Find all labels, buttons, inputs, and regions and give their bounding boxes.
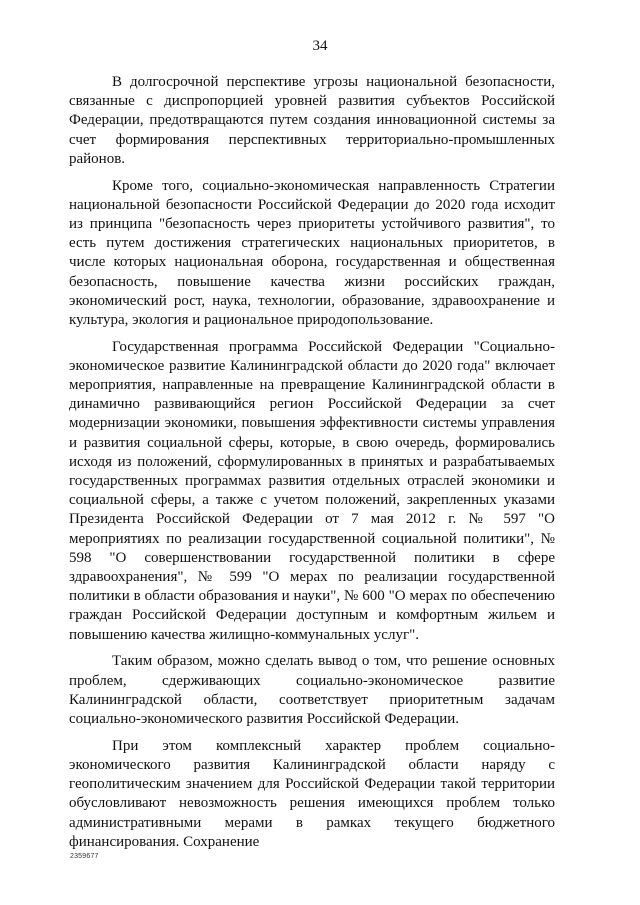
body-text [69, 73, 555, 859]
document-id: 2359677 [70, 853, 99, 860]
page-number: 34 [312, 38, 328, 54]
paragraph-5: При этом комплексный характер проблем социально-экономического развития Калининградской области наряду с геополитическим значением для Российской Федерации такой территории обусловливают невозможность решения имеющихся проблем только административными мерами в рамках текущего бюджетного финансирования. Сохранение [69, 737, 555, 850]
paragraph-2: Кроме того, социально-экономическая направленность Стратегии национальной безопасности Российской Федерации до 2020 года исходит из принципа "безопасность через приоритеты устойчивого развития", то есть путем достижения стратегических национальных приоритетов, в числе которых национальная оборона, государственная и общественная безопасность, повышение качества жизни российских граждан, экономический рост, наука, технологии, образование, здравоохранение и культура, экология и рациональное природопользование. [69, 177, 555, 328]
paragraph-3: Государственная программа Российской Федерации "Социально-экономическое развитие Калининградской области до 2020 года" включает мероприятия, направленные на превращение Калининградской области в динамично развивающийся регион Российской Федерации за счет модернизации экономики, повышения эффективности системы управления и развития социальной сферы, которые, в свою очередь, формировались исходя из положений, сформулированных в принятых и разрабатываемых государственных программах развития отдельных отраслей экономики и социальной сферы, а также с учетом положений, закрепленных указами Президента Российской Федерации от 7 мая 2012 г. № 597 "О мероприятиях по реализации государственной социальной политики", № 598 "О совершенствовании государственной политики в сфере здравоохранения", № 599 "О мерах по реализации государственной политики в области образования и науки", № 600 "О мерах по обеспечению граждан Российской Федерации доступным и комфортным жильем и повышению качества жилищно-коммунальных услуг". [69, 338, 555, 643]
paragraph-4: Таким образом, можно сделать вывод о том, что решение основных проблем, сдерживающих социально-экономическое развитие Калининградской области, соответствует приоритетным задачам социально-экономического развития Российской Федерации. [69, 653, 555, 727]
paragraph-1: В долгосрочной перспективе угрозы национальной безопасности, связанные с диспропорцией уровней развития субъектов Российской Федерации, предотвращаются путем создания инновационной системы за счет формирования перспективных территориально-промышленных районов. [69, 74, 555, 167]
